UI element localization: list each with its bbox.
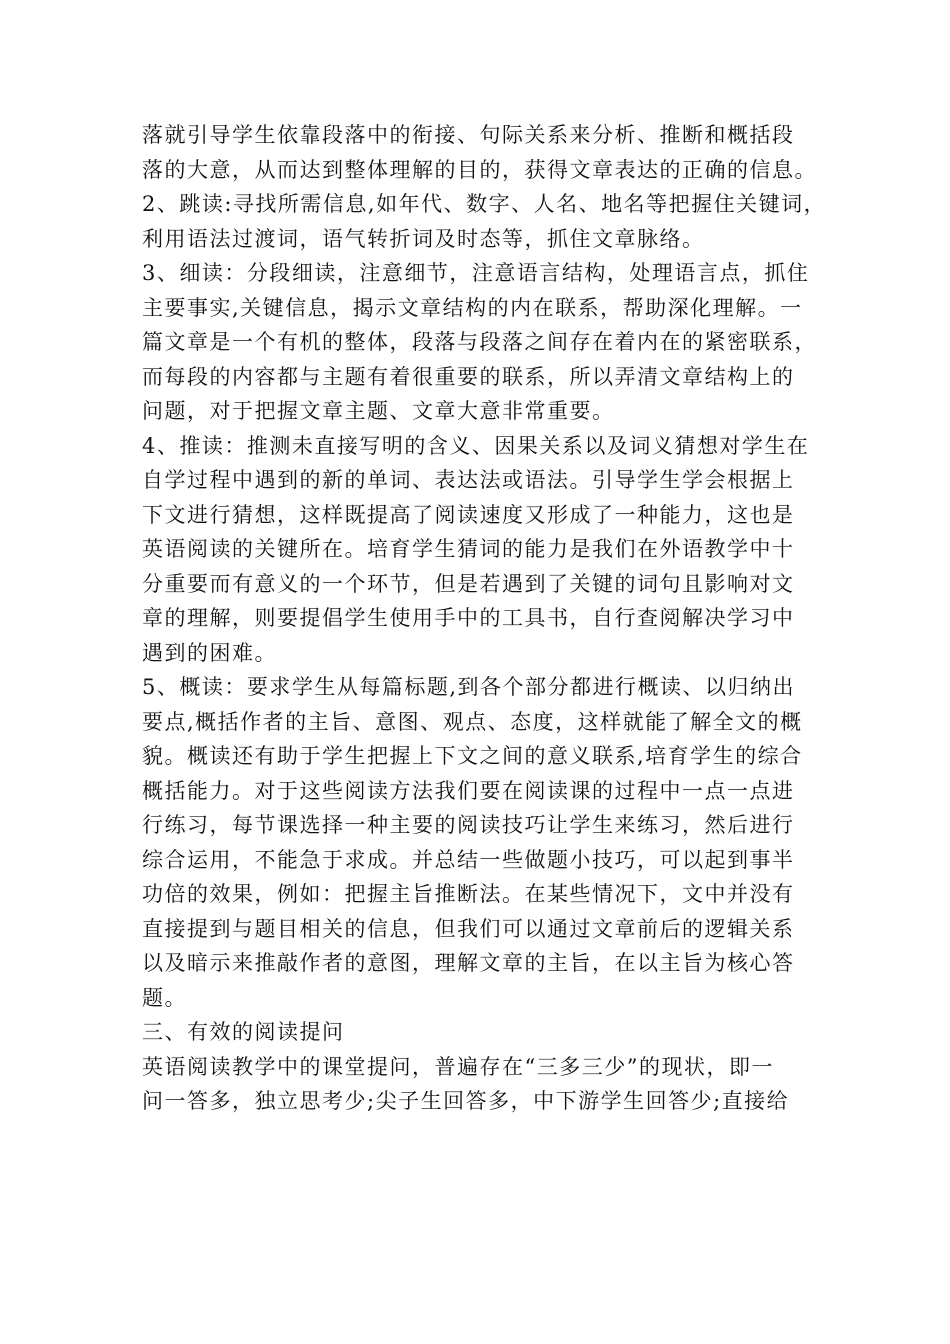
text-line: 而每段的内容都与主题有着很重要的联系，所以弄清文章结构上的 bbox=[142, 364, 795, 389]
text-line: 英语阅读的关键所在。培育学生猜词的能力是我们在外语教学中十 bbox=[142, 537, 795, 561]
text-line: 4、推读：推测未直接写明的含义、因果关系以及词义猜想对学生在 bbox=[142, 433, 810, 458]
text-line: 下文进行猜想，这样既提高了阅读速度又形成了一种能力，这也是 bbox=[142, 502, 795, 527]
text-line: 分重要而有意义的一个环节，但是若遇到了关键的词句且影响对文 bbox=[142, 571, 795, 596]
text-line: 行练习，每节课选择一种主要的阅读技巧让学生来练习，然后进行 bbox=[142, 813, 795, 837]
text-line: 直接提到与题目相关的信息，但我们可以通过文章前后的逻辑关系 bbox=[142, 916, 795, 941]
text-line: 篇文章是一个有机的整体，段落与段落之间存在着内在的紧密联系， bbox=[142, 330, 817, 354]
text-line: 功倍的效果，例如：把握主旨推断法。在某些情况下，文中并没有 bbox=[142, 882, 795, 906]
text-line: 问一答多，独立思考少;尖子生回答多，中下游学生回答少;直接给 bbox=[142, 1089, 790, 1113]
text-line: 自学过程中遇到的新的单词、表达法或语法。引导学生学会根据上 bbox=[142, 468, 795, 492]
text-line: 问题，对于把握文章主题、文章大意非常重要。 bbox=[142, 399, 615, 423]
text-line: 落就引导学生依靠段落中的衔接、句际关系来分析、推断和概括段 bbox=[142, 123, 795, 147]
document-body bbox=[142, 118, 827, 1119]
text-line: 综合运用，不能急于求成。并总结一些做题小技巧，可以起到事半 bbox=[142, 847, 795, 872]
section-heading: 三、有效的阅读提问 bbox=[142, 1020, 345, 1044]
text-line: 遇到的困难。 bbox=[142, 640, 277, 665]
text-line: 以及暗示来推敲作者的意图，理解文章的主旨，在以主旨为核心答 bbox=[142, 951, 795, 975]
text-line: 主要事实,关键信息，揭示文章结构的内在联系，帮助深化理解。一 bbox=[142, 295, 803, 320]
text-line: 貌。概读还有助于学生把握上下文之间的意义联系,培育学生的综合 bbox=[142, 744, 803, 768]
text-line: 概括能力。对于这些阅读方法我们要在阅读课的过程中一点一点进 bbox=[142, 778, 795, 803]
text-line: 5、概读：要求学生从每篇标题,到各个部分都进行概读、以归纳出 bbox=[142, 675, 796, 699]
text-line: 利用语法过渡词，语气转折词及时态等，抓住文章脉络。 bbox=[142, 226, 705, 251]
text-line: 2、跳读:寻找所需信息,如年代、数字、人名、地名等把握住关键词， bbox=[142, 192, 827, 216]
text-line: 要点,概括作者的主旨、意图、观点、态度，这样就能了解全文的概 bbox=[142, 709, 803, 734]
text-line: 章的理解，则要提倡学生使用手中的工具书，自行查阅解决学习中 bbox=[142, 606, 795, 630]
text-line: 题。 bbox=[142, 985, 187, 1010]
text-line: 英语阅读教学中的课堂提问，普遍存在“三多三少”的现状，即一 bbox=[142, 1054, 774, 1079]
text-line: 3、细读：分段细读，注意细节，注意语言结构，处理语言点，抓住 bbox=[142, 261, 810, 285]
text-line: 落的大意，从而达到整体理解的目的，获得文章表达的正确的信息。 bbox=[142, 157, 817, 182]
